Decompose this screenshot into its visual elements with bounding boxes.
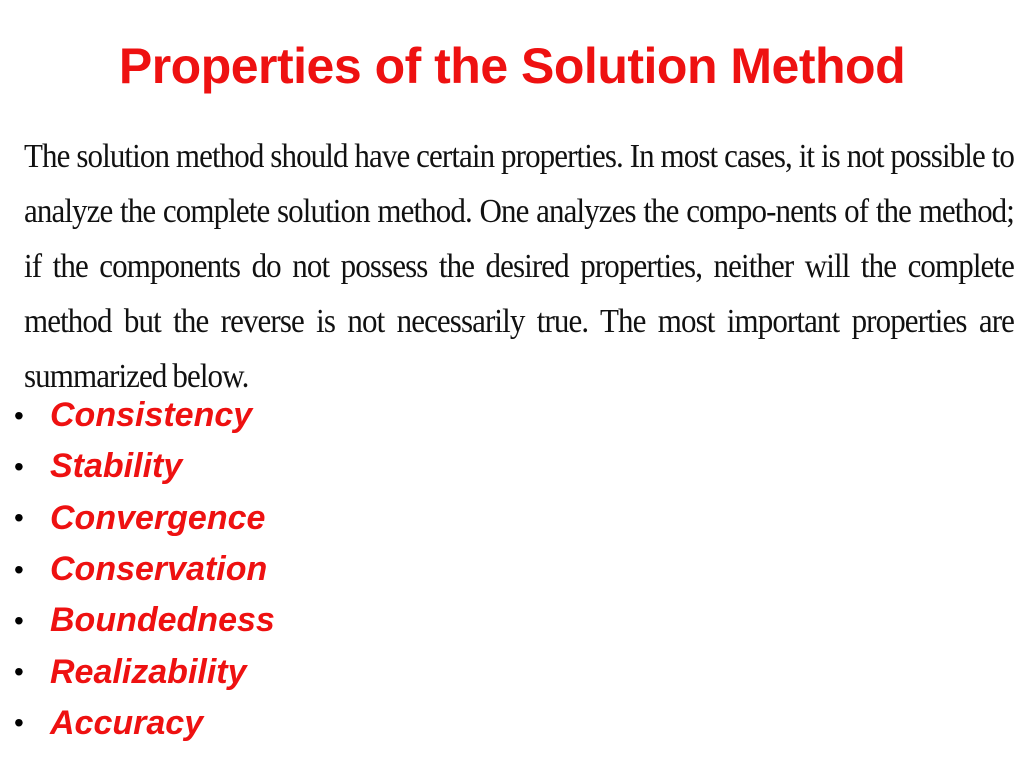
list-item — [14, 544, 275, 595]
list-item — [14, 493, 275, 544]
bullet-icon: • — [14, 399, 24, 431]
bullet-text: Accuracy — [50, 703, 204, 742]
list-item — [14, 595, 275, 646]
bullet-text: Convergence — [50, 498, 266, 537]
bullet-text: Boundedness — [50, 601, 275, 640]
list-item — [14, 698, 275, 749]
list-item — [14, 646, 275, 697]
bullet-icon: • — [14, 450, 24, 482]
bullet-icon: • — [14, 502, 24, 534]
body-paragraph: The solution method should have certain properties. In most cases, it is not possible to analyze the complete solution method. One analyzes the compo-nents of the method; if the components do not possess the desired properties, neither will the complete method but the reverse is not necessarily true. The most important properties are summarized below. — [24, 136, 1014, 395]
bullet-icon: • — [14, 656, 24, 688]
slide-title: Properties of the Solution Method — [118, 38, 906, 94]
bullet-text: Consistency — [50, 396, 253, 435]
bullet-icon: • — [14, 553, 24, 585]
bullet-list — [14, 390, 275, 749]
list-item — [14, 390, 275, 441]
bullet-icon: • — [14, 604, 24, 636]
bullet-text: Realizability — [50, 652, 247, 691]
bullet-text: Stability — [50, 447, 183, 486]
list-item — [14, 441, 275, 492]
bullet-icon: • — [14, 707, 24, 739]
bullet-text: Conservation — [50, 550, 268, 589]
